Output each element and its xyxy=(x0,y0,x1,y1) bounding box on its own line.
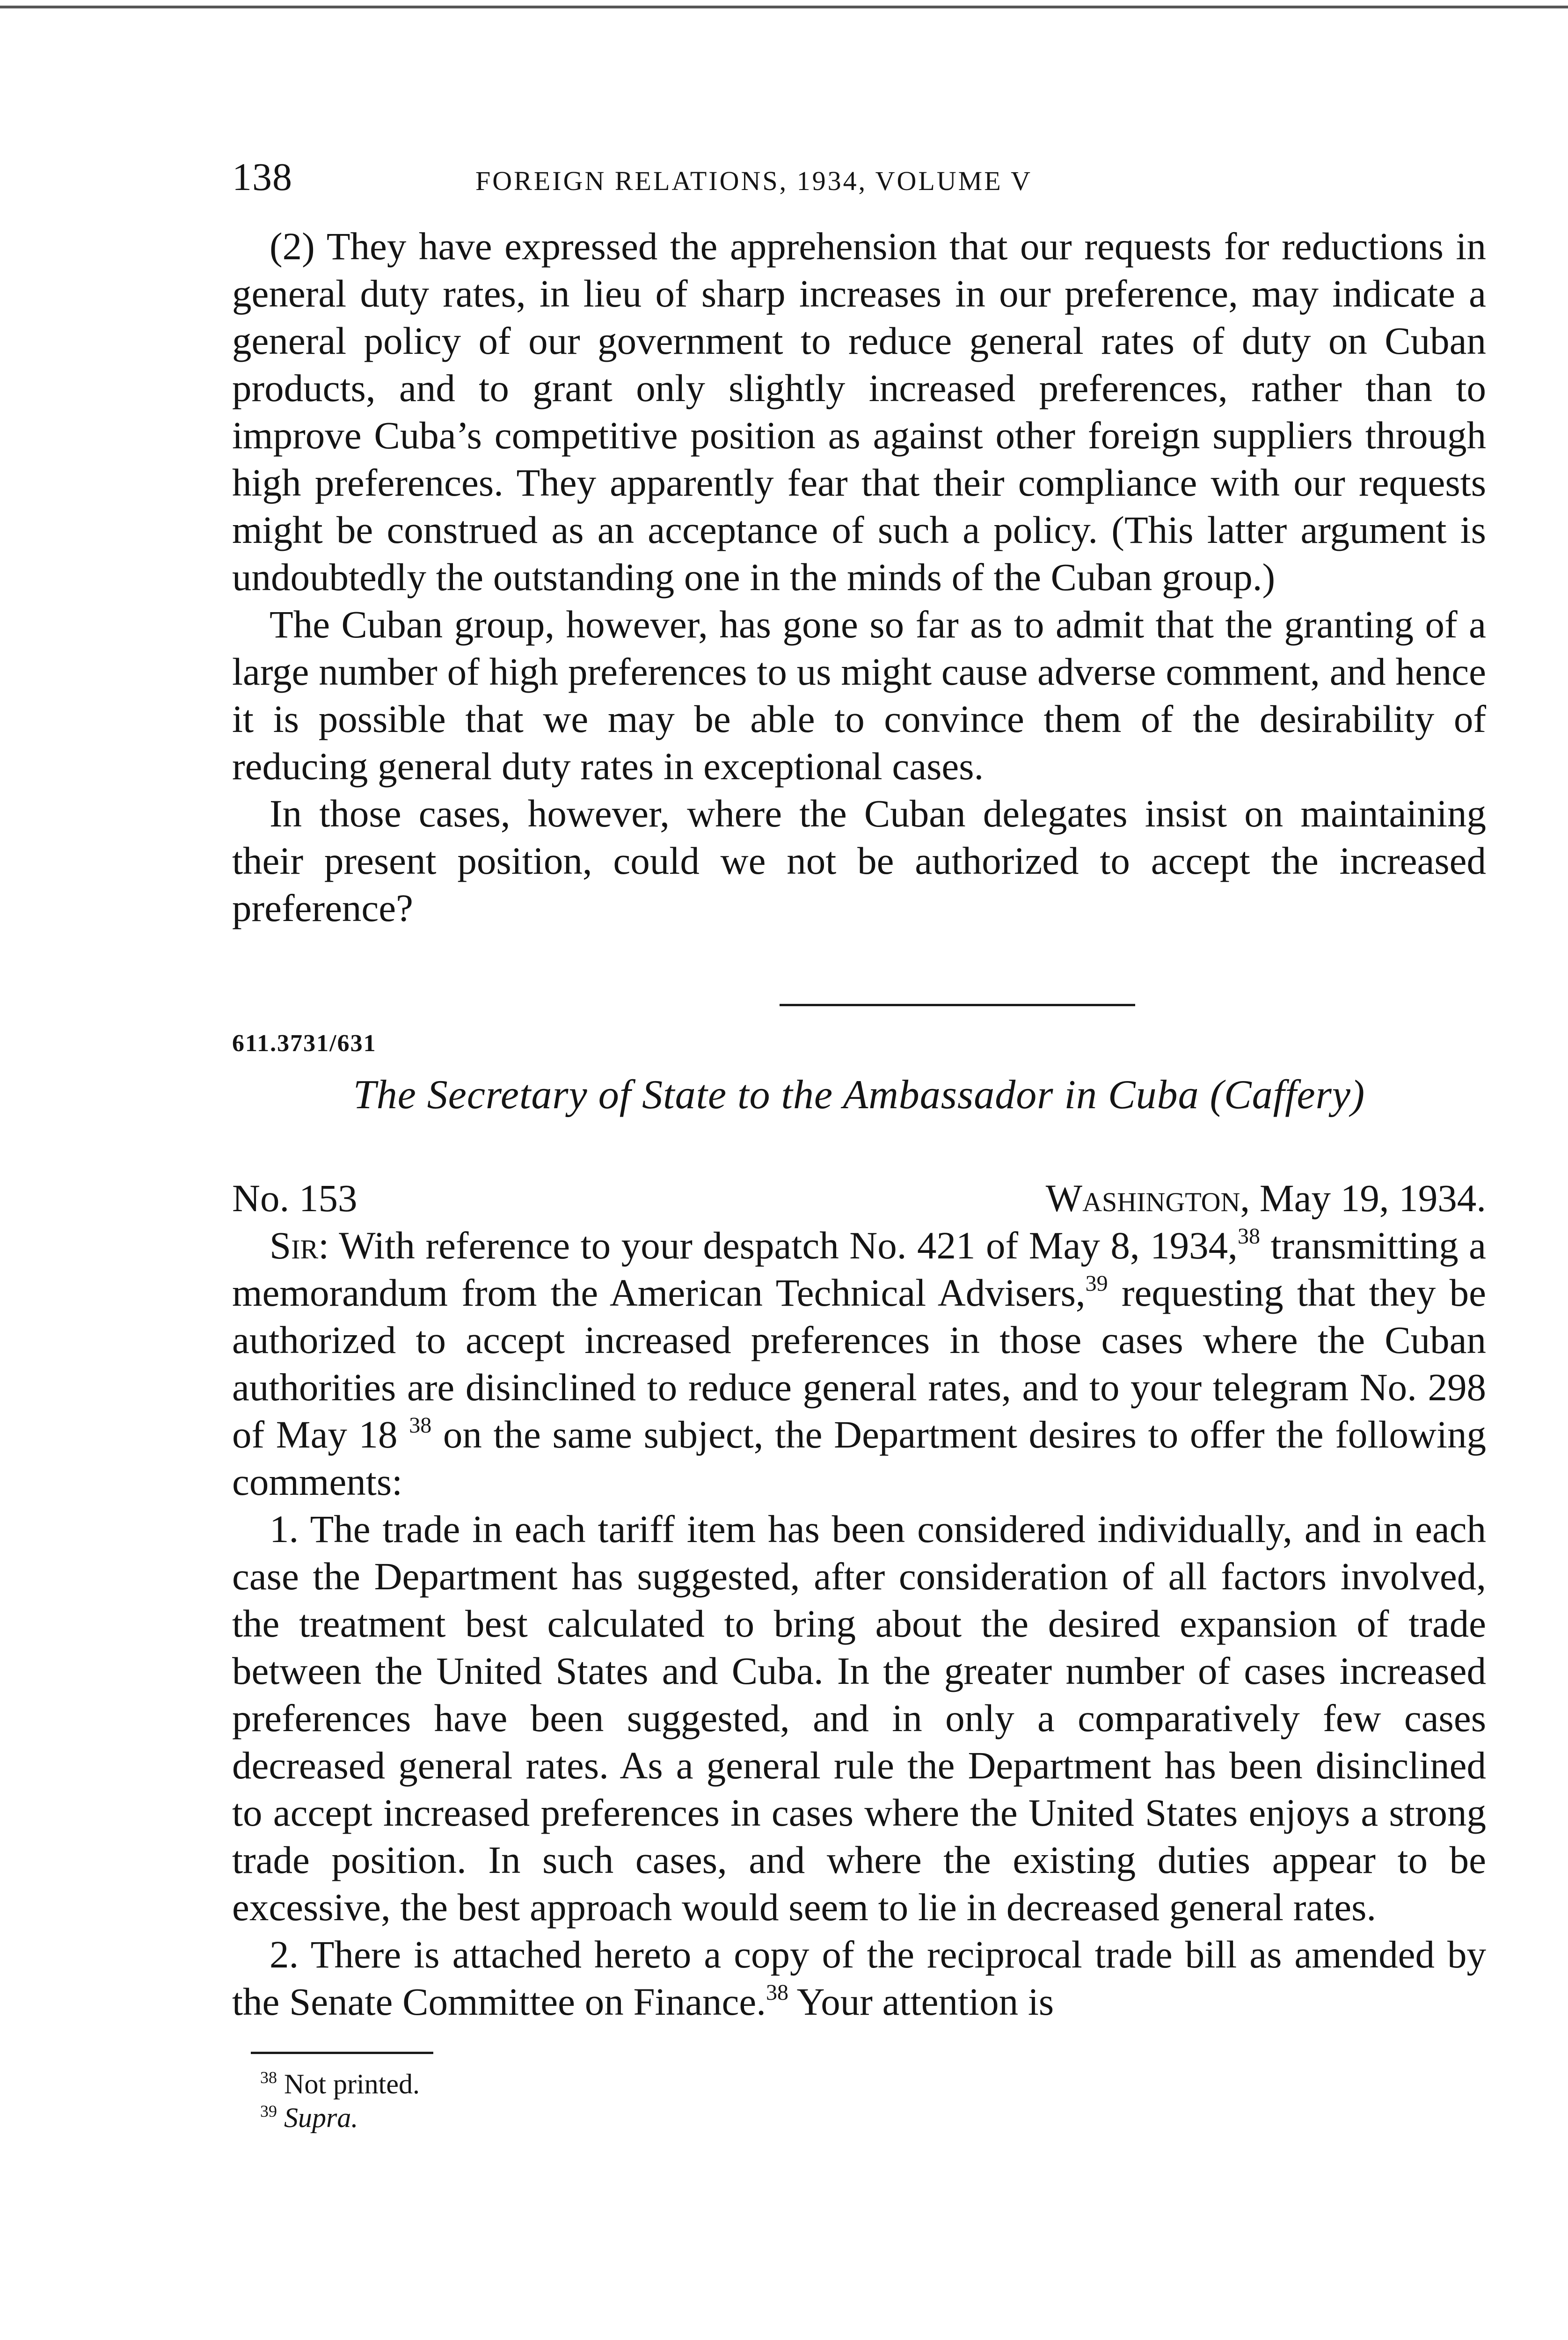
dateline xyxy=(232,1175,1486,1222)
point-2-text-a: 2. There is attached hereto a copy of the reciprocal trade bill as amended by the Senate Committee on Finance. xyxy=(232,1933,1486,2023)
footnote-ref: 38 xyxy=(1237,1224,1260,1249)
paragraph-concern-2: (2) They have expressed the apprehension that our requests for reductions in general duty rates, in lieu of sharp increases in our preference, may indicate a general policy of our government to reduce general rates of duty on Cuban products, and to grant only slightly increased preferences, rather than to improve Cuba’s competitive position as against other foreign suppliers through high preferences. They apparently fear that their compliance with our requests might be construed as an acceptance of such a policy. (This latter argument is undoubtedly the outstanding one in the minds of the Cuban group.) xyxy=(232,225,1486,599)
footnote-mark: 38 xyxy=(260,2068,277,2087)
footnotes xyxy=(260,2067,1486,2135)
opening-text-c: requesting that they be authorized to accept increased preferences in those cases where the Cuban authorities are disinclined to reduce general rates, and to your telegram No. 298 of May 18 xyxy=(232,1271,1487,1456)
running-title: FOREIGN RELATIONS, 1934, VOLUME V xyxy=(475,166,1032,196)
document-page xyxy=(232,154,1486,2135)
salutation: Sir: xyxy=(270,1224,329,1267)
file-number: 611.3731/631 xyxy=(232,1030,377,1057)
opening-text-a: With reference to your despatch No. 421 of May 8, 1934, xyxy=(339,1224,1238,1267)
opening-text-d: on the same subject, the Department desires to offer the following comments: xyxy=(232,1413,1487,1503)
date: May 19, 1934. xyxy=(1259,1177,1486,1220)
footnote-text: Not printed. xyxy=(284,2069,420,2099)
paragraph-opening xyxy=(232,1222,1486,1506)
page-number: 138 xyxy=(232,155,292,199)
footnote-divider xyxy=(251,2052,433,2054)
footnote-mark: 39 xyxy=(260,2102,277,2121)
place-date xyxy=(1046,1175,1486,1222)
place: Washington, xyxy=(1045,1177,1250,1220)
paragraph-cuban-group: The Cuban group, however, has gone so far as to admit that the granting of a large number of high preferences to us might cause adverse comment, and hence it is possible that we may be able to convince them of the desirability of reducing general duty rates in exceptional cases. xyxy=(232,603,1486,788)
section-divider xyxy=(780,1004,1135,1006)
opening-text-b: transmitting a memorandum from the American Technical Advisers, xyxy=(232,1224,1486,1314)
footnote-38 xyxy=(260,2067,1486,2101)
top-edge-rule xyxy=(0,6,1568,8)
footnote-ref: 38 xyxy=(766,1980,788,2005)
footnote-text: Supra. xyxy=(284,2102,358,2133)
footnote-39 xyxy=(260,2101,1486,2135)
point-2-text-b: Your attention is xyxy=(788,1980,1054,2023)
paragraph-point-2 xyxy=(232,1931,1486,2026)
letter-body xyxy=(232,1222,1486,2026)
continued-text xyxy=(232,223,1486,932)
footnote-ref: 39 xyxy=(1085,1271,1108,1296)
paragraph-point-1: 1. The trade in each tariff item has been considered individually, and in each case the Department has suggested, after consideration of all factors involved, the treatment best calculated to bring about the desired expansion of trade between the United States and Cuba. In the greater number of cases increased preferences have been suggested, and in only a comparatively few cases decreased general rates. As a general rule the Department has been disinclined to accept increased preferences in cases where the United States enjoys a strong trade position. In such cases, and where the existing duties appear to be excessive, the best approach would seem to lie in decreased general rates. xyxy=(232,1507,1486,1929)
despatch-number: No. 153 xyxy=(232,1177,357,1220)
document-heading: The Secretary of State to the Ambassador in Cuba (Caffery) xyxy=(353,1072,1365,1118)
paragraph-question: In those cases, however, where the Cuban delegates insist on maintaining their present position, could we not be authorized to accept the increased preference? xyxy=(232,792,1486,929)
running-header xyxy=(232,154,1486,206)
footnote-ref: 38 xyxy=(409,1413,432,1438)
